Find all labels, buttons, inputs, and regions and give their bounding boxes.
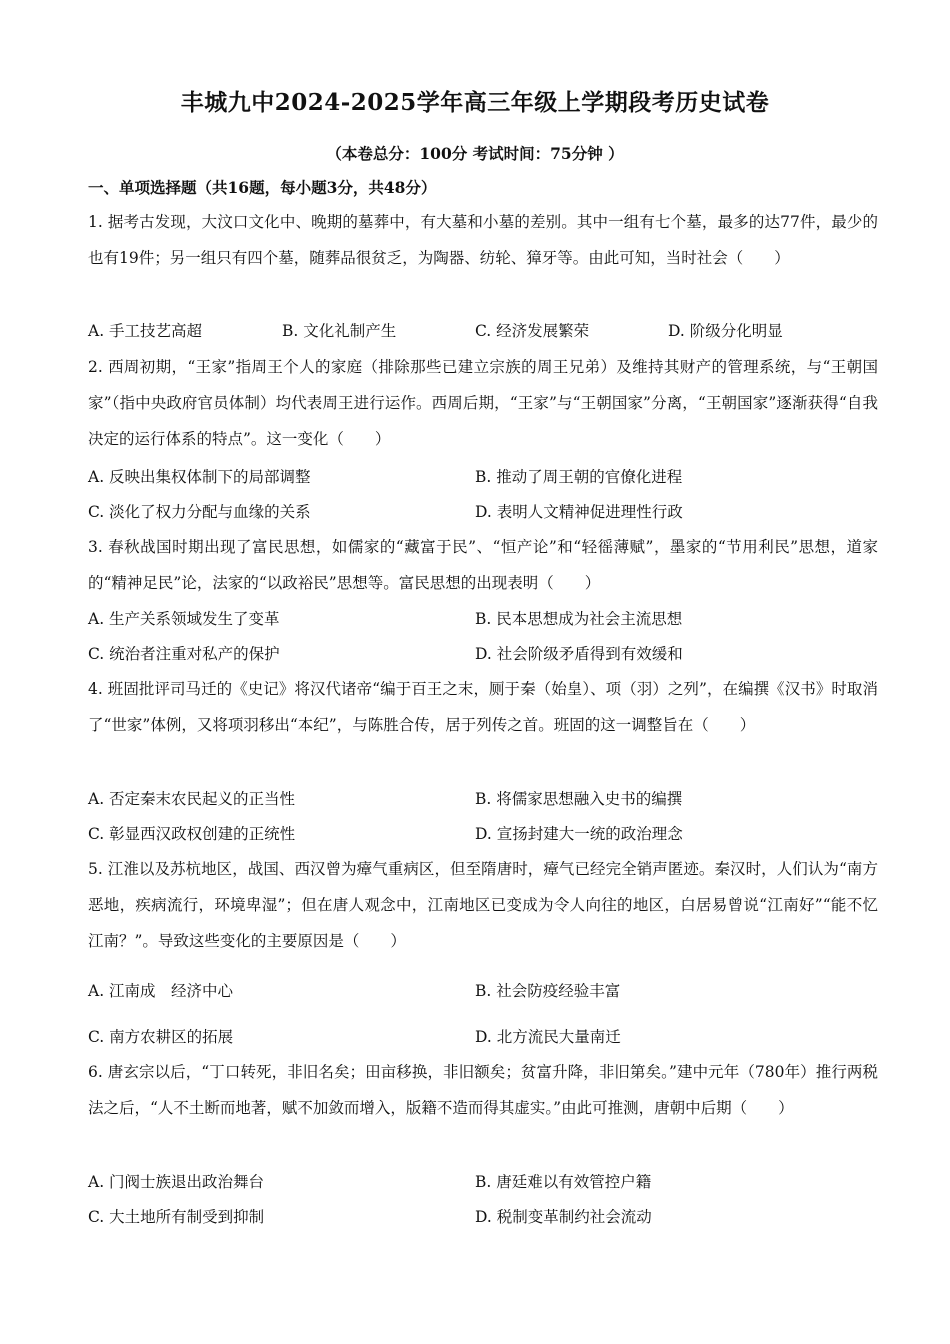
question-5-option-a: A. 江南成 经济中心 <box>88 982 234 1000</box>
question-3-option-a: A. 生产关系领域发生了变革 <box>88 610 280 628</box>
question-4-option-d: D. 宣扬封建大一统的政治理念 <box>475 825 683 843</box>
question-1-stem: 1. 据考古发现，大汶口文化中、晚期的墓葬中，有大墓和小墓的差别。其中一组有七个墓，最多的达77件，最少的也有19件；另一组只有四个墓，随葬品很贫乏，为陶器、纺轮、獐牙等。由此可知，当时社会（ ） <box>88 213 878 267</box>
question-2-option-d: D. 表明人文精神促进理性行政 <box>475 503 683 521</box>
question-6-option-d: D. 税制变革制约社会流动 <box>475 1208 652 1226</box>
question-4-option-a: A. 否定秦末农民起义的正当性 <box>88 790 296 808</box>
question-2-option-a: A. 反映出集权体制下的局部调整 <box>88 468 311 486</box>
question-6-stem: 6. 唐玄宗以后，“丁口转死，非旧名矣；田亩移换，非旧额矣；贫富升降，非旧第矣。”建中元年（780年）推行两税法之后，“人不土断而地著，赋不加敛而增入，版籍不造而得其虚实。”由此可推测，唐朝中后期（ ） <box>88 1063 878 1117</box>
question-2-stem: 2. 西周初期，“王家”指周王个人的家庭（排除那些已建立宗族的周王兄弟）及维持其财产的管理系统，与“王朝国家”（指中央政府官员体制）均代表周王进行运作。西周后期，“王家”与“王朝国家”分离，“王朝国家”逐渐获得“自我决定的运行体系的特点”。这一变化（ ） <box>88 358 878 448</box>
question-2-option-c: C. 淡化了权力分配与血缘的关系 <box>88 503 311 521</box>
exam-subtitle: （本卷总分：100分 考试时间：75分钟 ） <box>326 144 624 163</box>
question-3-stem: 3. 春秋战国时期出现了富民思想，如儒家的“藏富于民”、“恒产论”和“轻徭薄赋”，墨家的“节用利民”思想，道家的“精神足民”论，法家的“以政裕民”思想等。富民思想的出现表明（ ） <box>88 538 878 592</box>
question-3-option-d: D. 社会阶级矛盾得到有效缓和 <box>475 645 683 663</box>
question-5-option-c: C. 南方农耕区的拓展 <box>88 1028 234 1046</box>
question-6-option-a: A. 门阀士族退出政治舞台 <box>88 1173 265 1191</box>
question-5-option-b: B. 社会防疫经验丰富 <box>475 982 621 1000</box>
question-1-option-c: C. 经济发展繁荣 <box>475 322 590 340</box>
question-1-option-b: B. 文化礼制产生 <box>282 322 397 340</box>
question-4-stem: 4. 班固批评司马迁的《史记》将汉代诸帝“编于百王之末，厕于秦（始皇）、项（羽）之列”，在编撰《汉书》时取消了“世家”体例，又将项羽移出“本纪”，与陈胜合传，居于列传之首。班固的这一调整旨在（ ） <box>88 680 878 734</box>
question-5-stem: 5. 江淮以及苏杭地区，战国、西汉曾为瘴气重病区，但至隋唐时，瘴气已经完全销声匿迹。秦汉时，人们认为“南方恶地，疾病流行，环境卑湿”；但在唐人观念中，江南地区已变成为令人向往的地区，白居易曾说“江南好”“能不忆江南？”。导致这些变化的主要原因是（ ） <box>88 860 878 950</box>
question-6-option-c: C. 大土地所有制受到抑制 <box>88 1208 265 1226</box>
exam-title: 丰城九中2024-2025学年高三年级上学期段考历史试卷 <box>180 89 770 116</box>
question-3-option-b: B. 民本思想成为社会主流思想 <box>475 610 683 628</box>
question-5-option-d: D. 北方流民大量南迁 <box>475 1028 621 1046</box>
question-1-option-a: A. 手工技艺高超 <box>88 322 203 340</box>
question-4-option-c: C. 彰显西汉政权创建的正统性 <box>88 825 296 843</box>
question-3-option-c: C. 统治者注重对私产的保护 <box>88 645 280 663</box>
question-1-option-d: D. 阶级分化明显 <box>668 322 783 340</box>
question-4-option-b: B. 将儒家思想融入史书的编撰 <box>475 790 683 808</box>
question-2-option-b: B. 推动了周王朝的官僚化进程 <box>475 468 683 486</box>
section-heading: 一、单项选择题（共16题，每小题3分，共48分） <box>88 178 437 197</box>
question-6-option-b: B. 唐廷难以有效管控户籍 <box>475 1173 652 1191</box>
